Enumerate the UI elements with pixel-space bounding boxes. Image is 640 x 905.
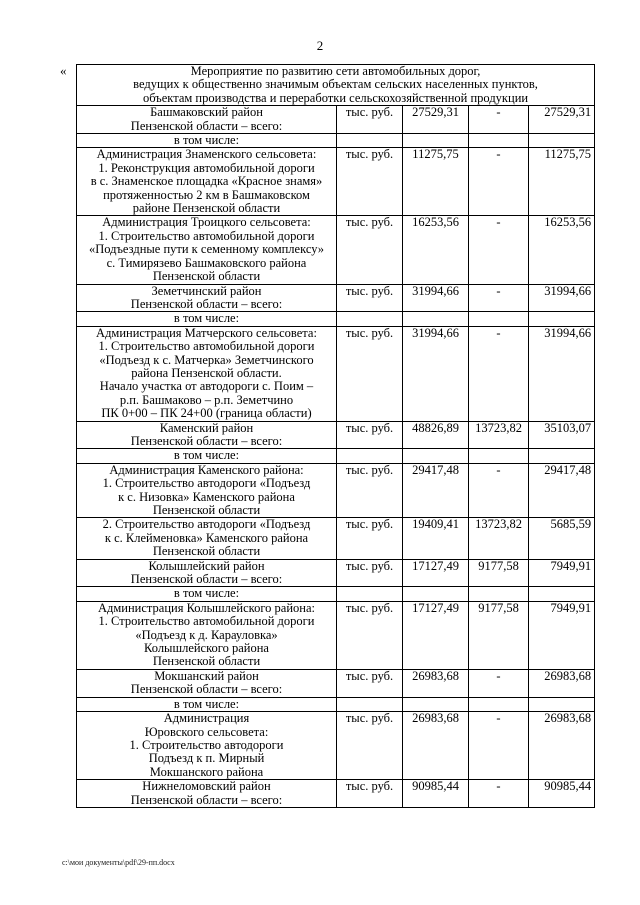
empty-cell — [403, 697, 469, 711]
description-line: 1. Строительство автодороги — [129, 737, 284, 752]
description-line: ПК 0+00 – ПК 24+00 (граница области) — [101, 406, 312, 421]
value-federal-cell: - — [469, 712, 529, 780]
empty-cell — [403, 449, 469, 463]
empty-cell — [403, 134, 469, 148]
description-line: 1. Строительство автодороги «Подъезд — [102, 476, 311, 491]
description-line: к с. Низовка» Каменского района — [118, 489, 295, 504]
item-description — [77, 326, 337, 421]
subheading-row — [77, 587, 595, 601]
item-description — [77, 518, 337, 559]
value-regional-cell: 7949,91 — [529, 559, 595, 587]
description-line: Земетчинский район — [151, 283, 262, 298]
unit-cell: тыс. руб. — [337, 421, 403, 449]
value-regional-cell: 29417,48 — [529, 463, 595, 518]
table-row — [77, 463, 595, 518]
table-row — [77, 601, 595, 669]
empty-cell — [529, 449, 595, 463]
value-total-cell: 16253,56 — [403, 216, 469, 284]
value-regional-cell: 90985,44 — [529, 780, 595, 808]
in-that-number-label: в том числе: — [77, 449, 337, 463]
page-number: 2 — [316, 38, 324, 53]
value-regional-cell: 7949,91 — [529, 601, 595, 669]
unit-cell: тыс. руб. — [337, 216, 403, 284]
in-that-number-label: в том числе: — [77, 697, 337, 711]
unit-cell: тыс. руб. — [337, 669, 403, 697]
table-row — [77, 559, 595, 587]
value-federal-cell: - — [469, 669, 529, 697]
value-regional-cell: 26983,68 — [529, 669, 595, 697]
description-line: протяженностью 2 км в Башмаковском — [103, 187, 310, 202]
description-line: с. Тимирязево Башмаковского района — [106, 255, 307, 270]
description-line: Колышлейского района — [144, 641, 269, 656]
value-regional-cell: 27529,31 — [529, 106, 595, 134]
description-line: Каменский район — [159, 420, 254, 435]
description-line: Колышлейский район — [148, 558, 265, 573]
unit-cell: тыс. руб. — [337, 106, 403, 134]
unit-cell: тыс. руб. — [337, 559, 403, 587]
value-regional-cell: 5685,59 — [529, 518, 595, 559]
table-header-cell — [77, 65, 595, 106]
value-total-cell: 26983,68 — [403, 712, 469, 780]
table-row — [77, 216, 595, 284]
empty-cell — [403, 312, 469, 326]
value-federal-cell: - — [469, 326, 529, 421]
description-line: Пензенской области – всего: — [130, 792, 283, 807]
unit-cell: тыс. руб. — [337, 148, 403, 216]
empty-cell — [529, 587, 595, 601]
roads-funding-table — [76, 64, 595, 808]
table-row — [77, 284, 595, 312]
empty-cell — [337, 134, 403, 148]
value-federal-cell: 13723,82 — [469, 421, 529, 449]
description-line: 1. Строительство автомобильной дороги — [98, 339, 315, 354]
description-line: 1. Строительство автомобильной дороги — [98, 614, 315, 629]
value-federal-cell: 9177,58 — [469, 601, 529, 669]
header-line: Мероприятие по развитию сети автомобильных дорог, — [190, 64, 481, 78]
empty-cell — [469, 697, 529, 711]
item-description — [77, 216, 337, 284]
description-line: «Подъезд к д. Карауловка» — [135, 627, 278, 642]
description-line: Пензенской области — [152, 654, 261, 669]
unit-cell: тыс. руб. — [337, 601, 403, 669]
value-total-cell: 29417,48 — [403, 463, 469, 518]
empty-cell — [337, 587, 403, 601]
subheading-row — [77, 134, 595, 148]
description-line: 1. Реконструкция автомобильной дороги — [98, 160, 315, 175]
description-line: Подъезд к п. Мирный — [148, 751, 265, 766]
description-line: районе Пензенской области — [132, 201, 281, 216]
description-line: в с. Знаменское площадка «Красное знамя» — [90, 174, 323, 189]
description-line: «Подъезд к с. Матчерка» Земетчинского — [99, 352, 314, 367]
description-line: 2. Строительство автодороги «Подъезд — [102, 517, 311, 532]
value-total-cell: 31994,66 — [403, 284, 469, 312]
in-that-number-label: в том числе: — [77, 587, 337, 601]
table-row — [77, 518, 595, 559]
in-that-number-label: в том числе: — [77, 134, 337, 148]
description-line: Пензенской области – всего: — [130, 433, 283, 448]
item-description — [77, 284, 337, 312]
item-description — [77, 669, 337, 697]
item-description — [77, 421, 337, 449]
file-path-footer: c:\мои документы\pdf\29-пп.docx — [62, 858, 175, 867]
value-total-cell: 17127,49 — [403, 559, 469, 587]
subheading-row — [77, 697, 595, 711]
description-line: Пензенской области – всего: — [130, 572, 283, 587]
table-row — [77, 712, 595, 780]
empty-cell — [337, 697, 403, 711]
value-federal-cell: - — [469, 106, 529, 134]
table-row — [77, 669, 595, 697]
opening-quote-mark: « — [60, 63, 67, 78]
description-line: района Пензенской области. — [131, 365, 282, 380]
item-description — [77, 559, 337, 587]
table-row — [77, 326, 595, 421]
description-line: Начало участка от автодороги с. Поим – — [99, 379, 314, 394]
empty-cell — [529, 312, 595, 326]
value-federal-cell: - — [469, 780, 529, 808]
value-total-cell: 27529,31 — [403, 106, 469, 134]
value-regional-cell: 31994,66 — [529, 284, 595, 312]
description-line: Башмаковский район — [150, 105, 263, 120]
item-description — [77, 106, 337, 134]
value-federal-cell: - — [469, 463, 529, 518]
description-line: 1. Строительство автомобильной дороги — [98, 228, 315, 243]
value-total-cell: 48826,89 — [403, 421, 469, 449]
value-federal-cell: 13723,82 — [469, 518, 529, 559]
description-line: Мокшанский район — [154, 668, 259, 683]
empty-cell — [469, 449, 529, 463]
item-description — [77, 712, 337, 780]
description-line: Администрация Троицкого сельсовета: — [102, 215, 311, 230]
header-line: ведущих к общественно значимым объектам сельских населенных пунктов, — [133, 77, 538, 92]
value-total-cell: 19409,41 — [403, 518, 469, 559]
description-line: Пензенской области – всего: — [130, 118, 283, 133]
description-line: Пензенской области — [152, 269, 261, 284]
description-line: Пензенской области – всего: — [130, 682, 283, 697]
subheading-row — [77, 449, 595, 463]
unit-cell: тыс. руб. — [337, 284, 403, 312]
description-line: Пензенской области — [152, 544, 261, 559]
value-federal-cell: - — [469, 148, 529, 216]
table-header-row — [77, 65, 595, 106]
unit-cell: тыс. руб. — [337, 326, 403, 421]
value-total-cell: 11275,75 — [403, 148, 469, 216]
description-line: Пензенской области — [152, 503, 261, 517]
item-description — [77, 463, 337, 518]
unit-cell: тыс. руб. — [337, 463, 403, 518]
value-regional-cell: 11275,75 — [529, 148, 595, 216]
description-line: Администрация Матчерского сельсовета: — [96, 325, 317, 340]
subheading-row — [77, 312, 595, 326]
item-description — [77, 148, 337, 216]
empty-cell — [529, 697, 595, 711]
description-line: к с. Клейменовка» Каменского района — [104, 530, 309, 545]
value-federal-cell: 9177,58 — [469, 559, 529, 587]
value-total-cell: 17127,49 — [403, 601, 469, 669]
item-description — [77, 780, 337, 808]
description-line: Юровского сельсовета: — [144, 724, 269, 739]
empty-cell — [529, 134, 595, 148]
empty-cell — [469, 312, 529, 326]
header-line: объектам производства и переработки сельскохозяйственной продукции — [142, 90, 529, 105]
empty-cell — [469, 134, 529, 148]
value-total-cell: 26983,68 — [403, 669, 469, 697]
value-regional-cell: 31994,66 — [529, 326, 595, 421]
description-line: «Подъездные пути к семенному комплексу» — [88, 242, 325, 257]
value-federal-cell: - — [469, 284, 529, 312]
value-federal-cell: - — [469, 216, 529, 284]
item-description — [77, 601, 337, 669]
table-row — [77, 148, 595, 216]
empty-cell — [337, 449, 403, 463]
table-row — [77, 106, 595, 134]
value-regional-cell: 26983,68 — [529, 712, 595, 780]
description-line: Нижнеломовский район — [142, 779, 271, 794]
table-row — [77, 780, 595, 808]
table-row — [77, 421, 595, 449]
empty-cell — [337, 312, 403, 326]
value-total-cell: 90985,44 — [403, 780, 469, 808]
description-line: Пензенской области – всего: — [130, 296, 283, 311]
description-line: р.п. Башмаково – р.п. Земетчино — [119, 392, 294, 407]
unit-cell: тыс. руб. — [337, 712, 403, 780]
empty-cell — [469, 587, 529, 601]
value-total-cell: 31994,66 — [403, 326, 469, 421]
description-line: Администрация Знаменского сельсовета: — [96, 147, 317, 162]
value-regional-cell: 16253,56 — [529, 216, 595, 284]
value-regional-cell: 35103,07 — [529, 421, 595, 449]
unit-cell: тыс. руб. — [337, 518, 403, 559]
description-line: Администрация Колышлейского района: — [98, 600, 315, 615]
description-line: Администрация — [163, 711, 250, 726]
description-line: Администрация Каменского района: — [109, 462, 304, 477]
description-line: Мокшанского района — [149, 764, 264, 779]
unit-cell: тыс. руб. — [337, 780, 403, 808]
in-that-number-label: в том числе: — [77, 312, 337, 326]
empty-cell — [403, 587, 469, 601]
